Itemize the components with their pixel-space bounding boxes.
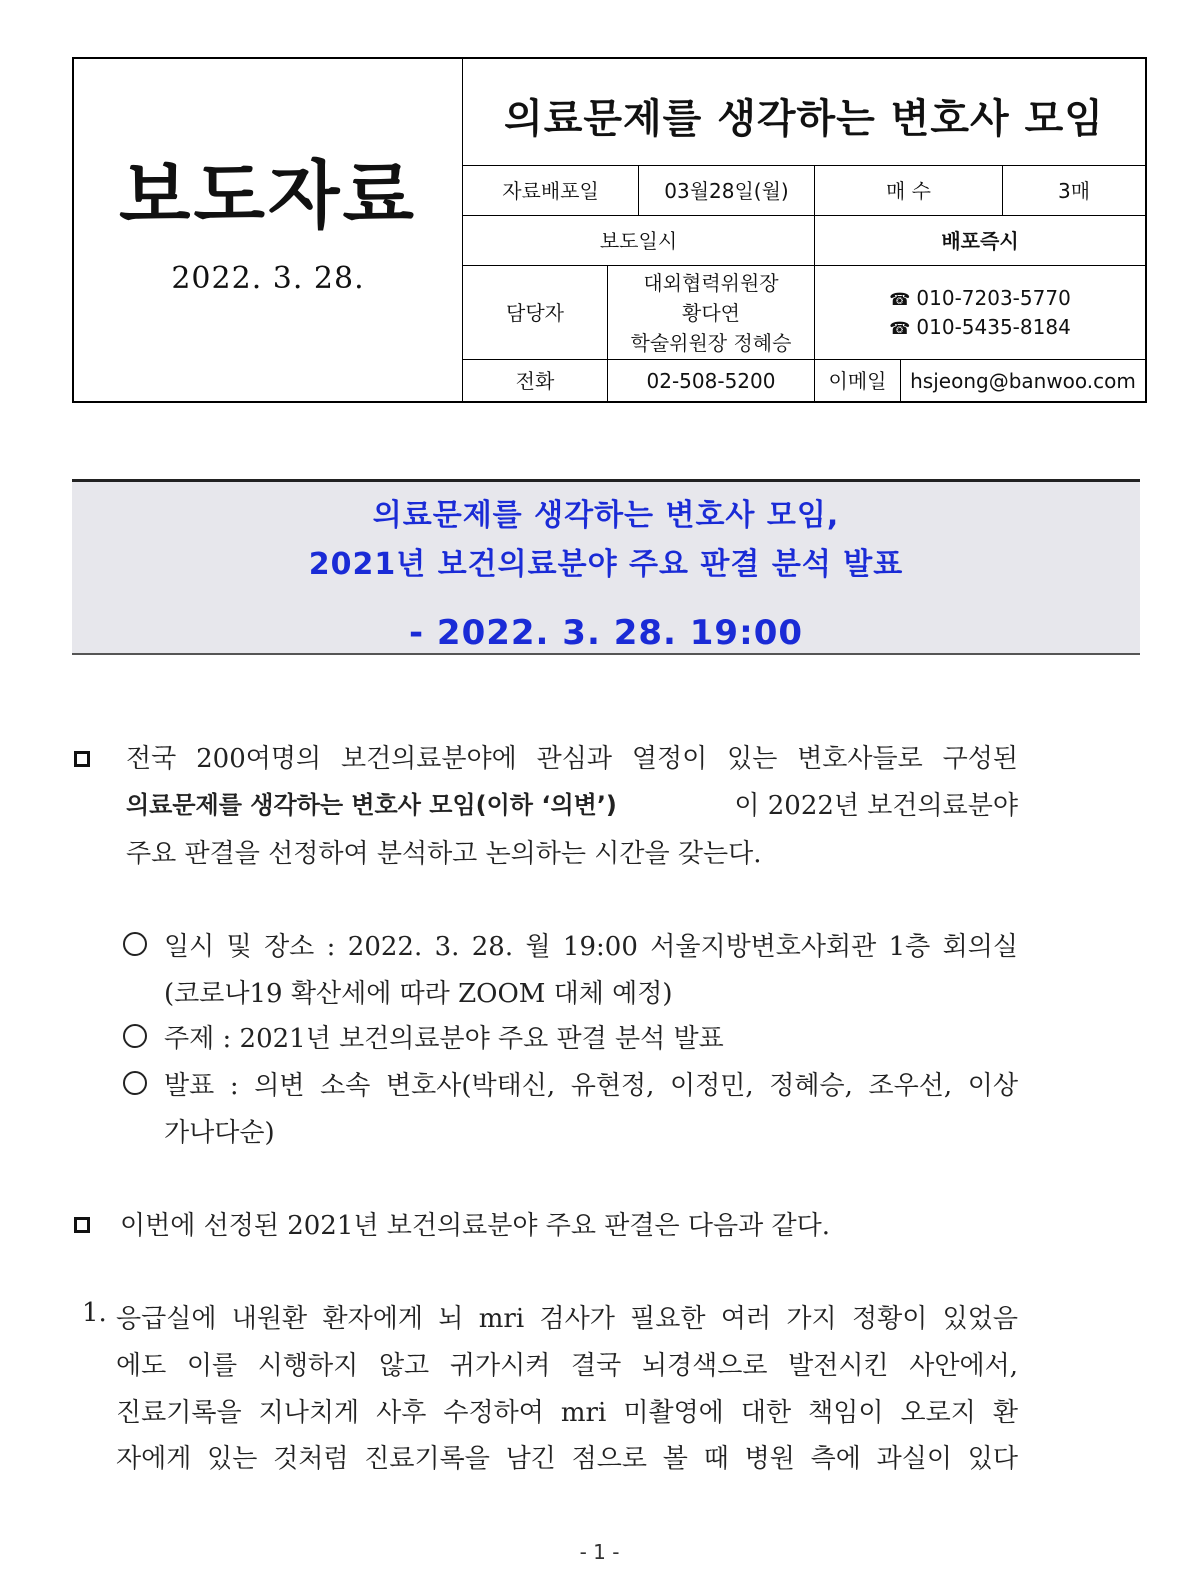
email-address: hsjeong@banwoo.com <box>910 368 1136 393</box>
section1-line-2 <box>126 785 1018 822</box>
organization-name: 의료문제를 생각하는 변호사 모임 <box>463 59 1145 166</box>
circle-bullet-icon <box>123 932 147 956</box>
title-cell <box>74 59 463 401</box>
case-line-4: 자에게 있는 것처럼 진료기록을 남긴 점으로 볼 때 병원 측에 과실이 있다 <box>116 1444 1018 1474</box>
headline-line-1: 의료문제를 생각하는 변호사 모임, <box>372 498 840 533</box>
headline-datetime: - 2022. 3. 28. 19:00 <box>408 613 804 653</box>
header-table <box>72 57 1147 403</box>
detail-topic: 주제 : 2021년 보건의료분야 주요 판결 분석 발표 <box>164 1024 724 1054</box>
contact-person-label: 담당자 <box>463 266 608 359</box>
document-date: 2022. 3. 28. <box>171 261 365 296</box>
release-time-value: 배포즉시 <box>941 228 1019 253</box>
org-name-bold: 의료문제를 생각하는 변호사 모임(이하 ‘의변’) <box>126 791 617 819</box>
square-bullet-icon <box>74 1217 90 1233</box>
case-number: 1. <box>82 1298 107 1328</box>
phone-email-row <box>463 360 1145 401</box>
distribution-date-label: 자료배포일 <box>463 166 639 215</box>
page-number: - 1 - <box>579 1540 620 1564</box>
square-bullet-icon <box>74 751 90 767</box>
detail-zoom-note: (코로나19 확산세에 따라 ZOOM 대체 예정) <box>164 979 673 1009</box>
case-line-1: 응급실에 내원환 환자에게 뇌 mri 검사가 필요한 여러 가지 정황이 있었음 <box>116 1304 1018 1334</box>
phone-label: 전화 <box>463 360 608 401</box>
mobile-phone-1: 010-7203-5770 <box>916 285 1071 310</box>
mobile-phone-2: 010-5435-8184 <box>916 314 1071 339</box>
pages-value: 3매 <box>1057 178 1091 203</box>
document-type-title: 보도자료 <box>119 153 417 239</box>
pages-label: 매 수 <box>815 166 1003 215</box>
distribution-row <box>463 166 1145 216</box>
headline-line-2: 2021년 보건의료분야 주요 판결 분석 발표 <box>308 547 904 582</box>
telephone-icon: ☎ <box>889 289 911 310</box>
release-time-label: 보도일시 <box>463 216 815 265</box>
telephone-icon: ☎ <box>889 318 911 339</box>
section1-line-2-rest: 이 2022년 보건의료분야 <box>734 791 1018 821</box>
info-area <box>463 59 1145 401</box>
section1-line-3: 주요 판결을 선정하여 분석하고 논의하는 시간을 갖는다. <box>126 839 762 869</box>
office-phone: 02-508-5200 <box>608 360 815 401</box>
section1-line-1: 전국 200여명의 보건의료분야에 관심과 열정이 있는 변호사들로 구성된 <box>126 744 1018 774</box>
contact-person-line: 학술위원장 정혜승 <box>630 330 792 355</box>
contact-person-line: 황다연 <box>682 300 740 325</box>
distribution-date-value: 03월28일(월) <box>639 166 815 215</box>
detail-presenters-note: 가나다순) <box>164 1118 275 1148</box>
detail-presenters: 발표 : 의변 소속 변호사(박태신, 유현정, 이정민, 정혜승, 조우선, 이상 <box>164 1071 1018 1101</box>
contact-person-row <box>463 266 1145 360</box>
section2-line: 이번에 선정된 2021년 보건의료분야 주요 판결은 다음과 같다. <box>120 1211 830 1241</box>
contact-phones <box>815 266 1145 359</box>
case-line-2: 에도 이를 시행하지 않고 귀가시켜 결국 뇌경색으로 발전시킨 사안에서, <box>116 1351 1018 1381</box>
circle-bullet-icon <box>123 1024 147 1048</box>
circle-bullet-icon <box>123 1071 147 1095</box>
case-line-3: 진료기록을 지나치게 사후 수정하여 mri 미촬영에 대한 책임이 오로지 환 <box>116 1398 1018 1428</box>
email-label: 이메일 <box>815 360 901 401</box>
headline-banner <box>72 479 1140 655</box>
contact-person-line: 대외협력위원장 <box>643 270 779 295</box>
detail-datetime-place: 일시 및 장소 : 2022. 3. 28. 월 19:00 서울지방변호사회관 1층 회의실 <box>164 932 1018 962</box>
release-time-row <box>463 216 1145 266</box>
contact-person-names <box>608 266 815 359</box>
